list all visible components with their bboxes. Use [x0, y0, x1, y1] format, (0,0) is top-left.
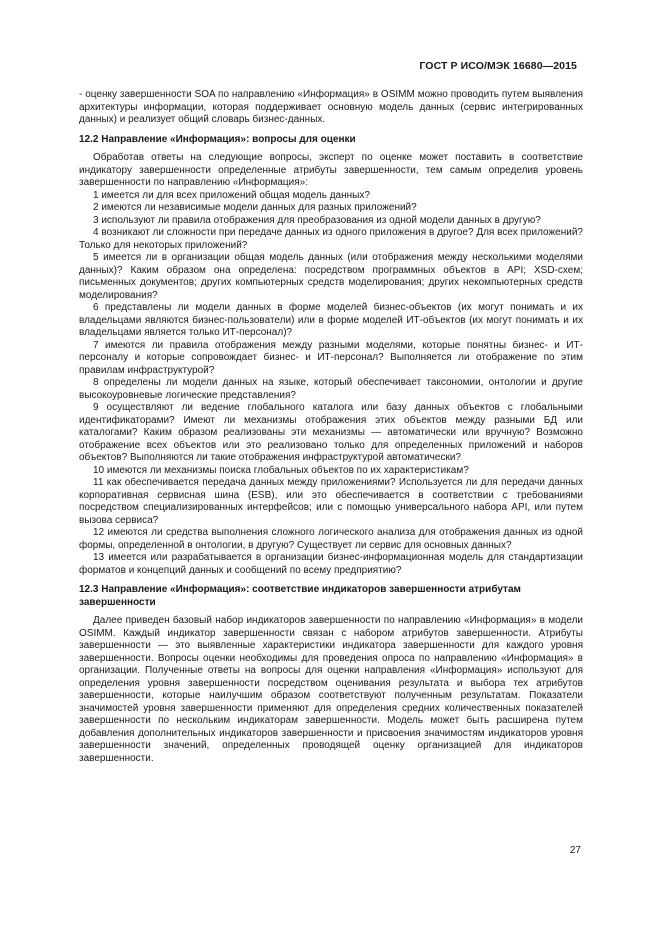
section-12-2-heading: 12.2 Направление «Информация»: вопросы для оценки [79, 133, 356, 145]
question-4: 4 возникают ли сложности при передаче данных из одного приложения в другое? Для всех приложений? Только для некоторых приложений? [79, 227, 583, 251]
section-12-3-heading: 12.3 Направление «Информация»: соответствие индикаторов завершенности атрибутам завершенности [79, 584, 521, 608]
section-12-3-body: Далее приведен базовый набор индикаторов завершенности по направлению «Информация» в модели OSIMM. Каждый индикатор завершенности связан с набором атрибутов завершенности. Атрибуты завершенности — это выявленные характеристики индикатора завершенности для каждого уровня завершенности. Вопросы оценки необходимы для проведения опроса по направлению «Информация» в организации. Полученные ответы на вопросы для оценки направления «Информация» используют для определения уровня завершенности посредством оценивания результата и выбора тех атрибутов завершенности, которые наилучшим образом соответствуют полученным результатам. Показатели значимостей уровня завершенности применяют для определения средних количественных показателей завершенности по нескольким индикаторам завершенности. Модель может быть расширена путем добавления дополнительных индикаторов завершенности и присвоения значимостям индикаторов уровня завершенности значений, определенных проводящей оценку организацией для индикаторов завершенности. [79, 615, 583, 764]
question-5: 5 имеется ли в организации общая модель данных (или отображения между несколькими моделями данных)? Каким образом она определена: посредством программных объектов в API; XSD-схем; письменных документов; других компьютерных средств моделирования; других некомпьютерных средств моделирования? [79, 252, 583, 301]
question-7: 7 имеются ли правила отображения между разными моделями, которые понятны бизнес- и ИТ-персоналу и которые сопровождает бизнес- и ИТ-персонал? Выполняется ли отображение по этим правилам инфраструктурой? [79, 339, 583, 376]
question-6: 6 представлены ли модели данных в форме моделей бизнес-объектов (их могут понимать и их владельцами являются бизнес-пользователи) или в форме моделей ИТ-объектов (их могут понимать и их владельцами является только ИТ-персонал)? [79, 302, 583, 338]
question-10: 10 имеются ли механизмы поиска глобальных объектов по их характеристикам? [93, 464, 469, 476]
question-11: 11 как обеспечивается передача данных между приложениями? Используется ли для передачи данных корпоративная сервисная шина (ESB), или это обеспечивается в соответствии с требованиями посредством специализированных интерфейсов; или с помощью универсального набора API, или путем вызова сервиса? [79, 477, 583, 526]
page-number: 27 [569, 845, 581, 856]
question-2: 2 имеются ли независимые модели данных для разных приложений? [93, 202, 417, 213]
question-12: 12 имеются ли средства выполнения сложного логического анализа для отображения данных из одной формы, определенной в онтологии, в другую? Существует ли сервис для основных данных? [79, 527, 583, 551]
standard-header: ГОСТ Р ИСО/МЭК 16680—2015 [419, 60, 577, 72]
question-3: 3 используют ли правила отображения для преобразования из одной модели данных в другую? [93, 214, 541, 226]
question-9: 9 осуществляют ли ведение глобального каталога или базу данных объектов с глобальными идентификаторами? Имеют ли механизмы отображения этих объектов между разными БД или каталогами? Каким образом реализованы эти механизмы — автоматически или вручную? Возможно отображение всех объектов или это реализовано только для определенных приложений и наборов объектов? Выполняются ли такие отображения инфраструктурой автоматически? [79, 402, 583, 463]
question-13: 13 имеется или разрабатывается в организации бизнес-информационная модель для стандартизации форматов и концепций данных и сообщений по всему предприятию? [79, 552, 583, 576]
question-1: 1 имеется ли для всех приложений общая модель данных? [93, 189, 370, 201]
question-8: 8 определены ли модели данных на языке, который обеспечивает таксономии, онтологии и другие высокоуровневые логические представления? [79, 377, 583, 401]
section-12-2-lead: Обработав ответы на следующие вопросы, эксперт по оценке может поставить в соответствие индикатору завершенности определенные атрибуты завершенности, тем самым определив уровень завершенности по направлению «Информация»: [79, 152, 583, 188]
page-content [79, 89, 583, 765]
intro-paragraph: - оценку завершенности SOA по направлению «Информация» в OSIMM можно проводить путем выявления архитектуры информации, которая поддерживает основную модель данных (сервис интегрированных данных) и реализует общий словарь бизнес-данных. [79, 89, 583, 125]
